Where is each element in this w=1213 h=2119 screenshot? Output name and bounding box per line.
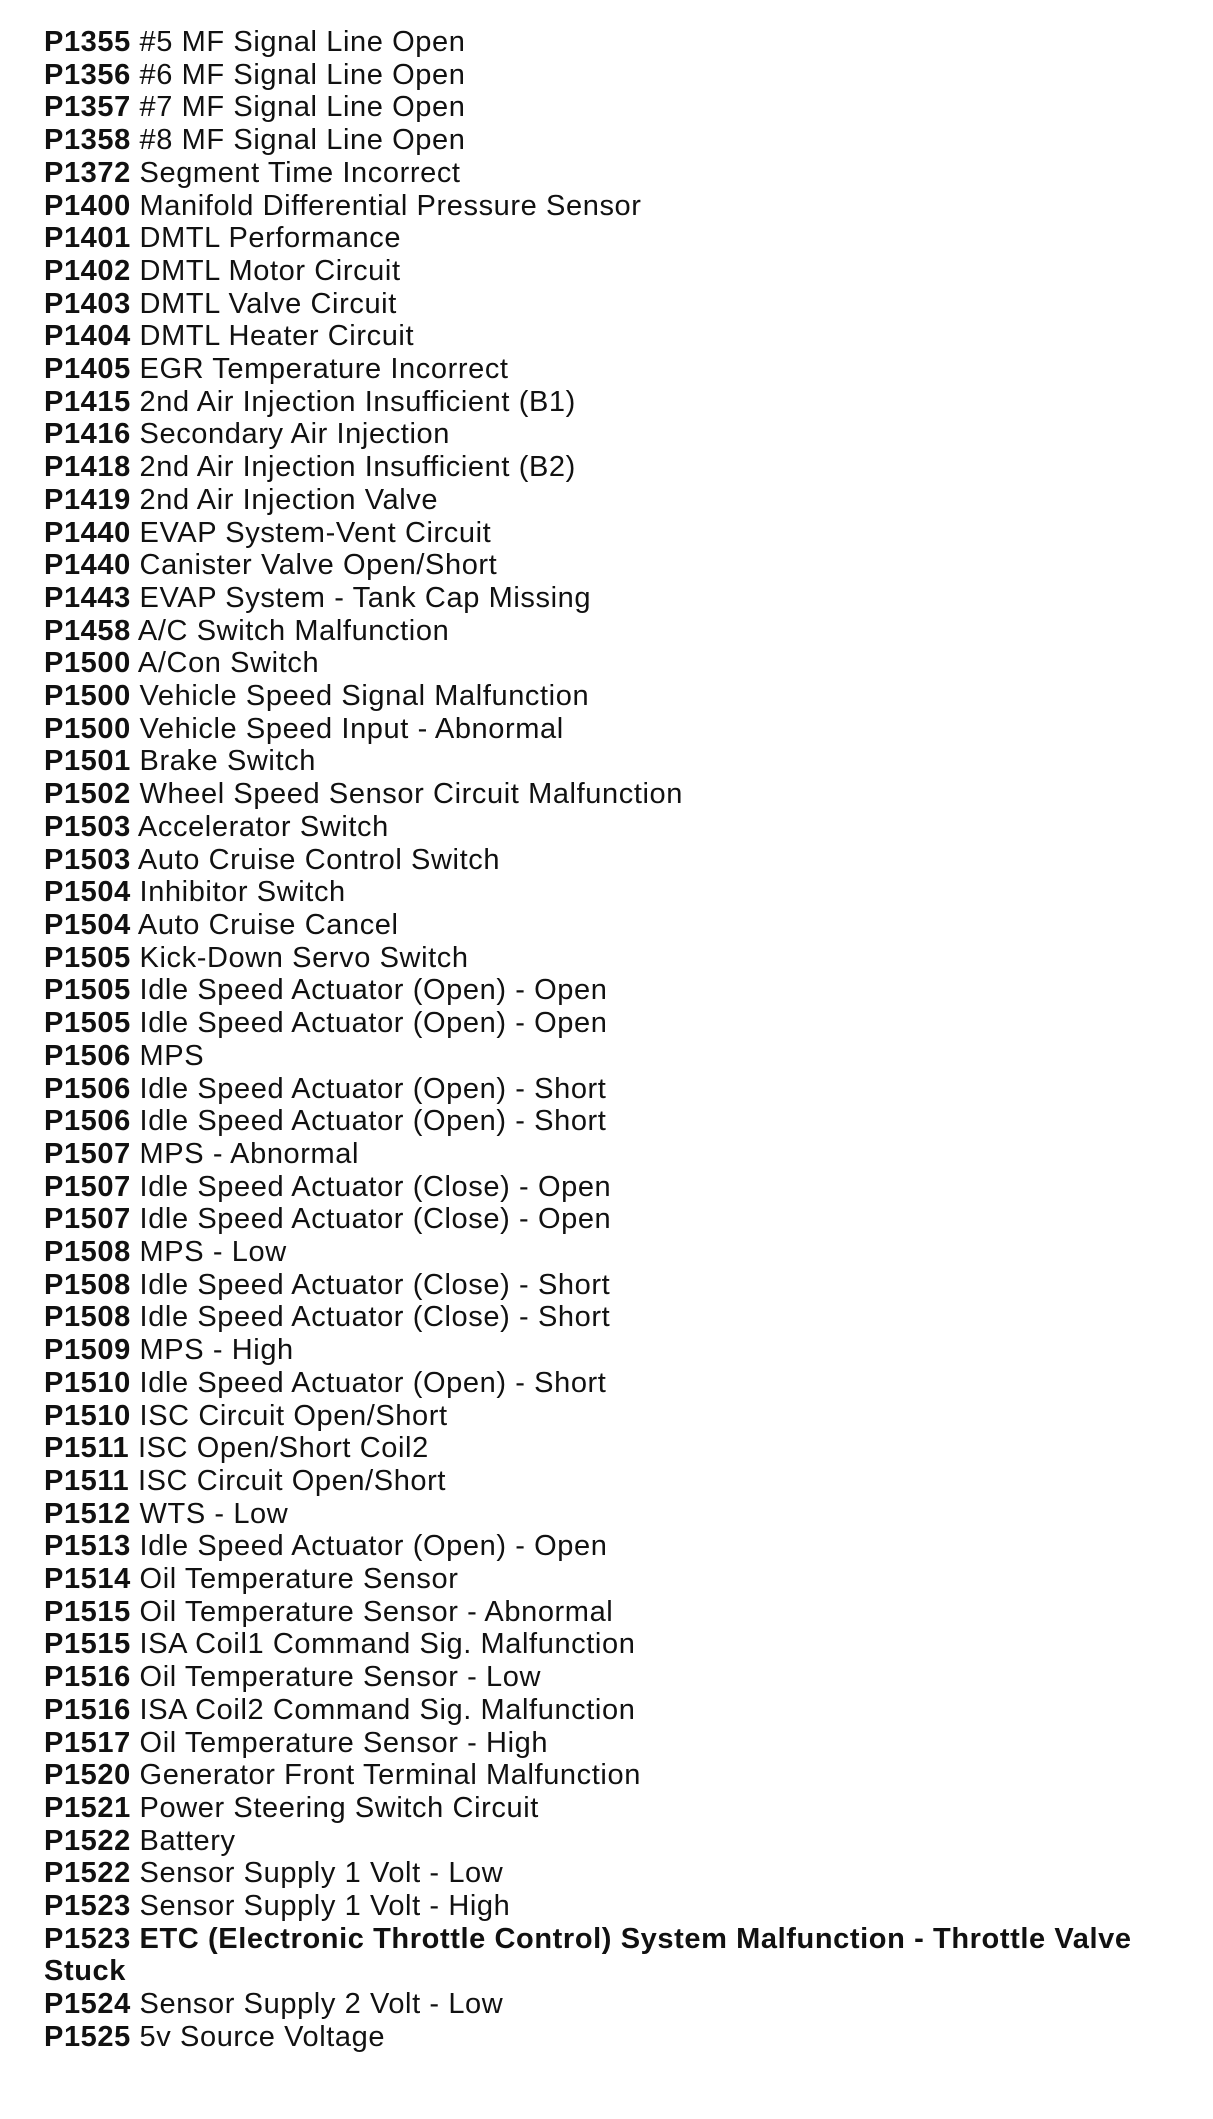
list-item xyxy=(44,1727,1194,1760)
dtc-code: P1505 xyxy=(44,974,131,1007)
dtc-description: ISC Circuit Open/Short xyxy=(139,1399,448,1432)
dtc-code: P1523 xyxy=(44,1890,131,1923)
dtc-code: P1508 xyxy=(44,1301,131,1334)
dtc-description: Inhibitor Switch xyxy=(139,876,346,909)
dtc-code: P1372 xyxy=(44,156,131,189)
dtc-code: P1522 xyxy=(44,1824,131,1857)
dtc-code: P1517 xyxy=(44,1726,131,1759)
list-item xyxy=(44,1596,1194,1629)
dtc-code: P1522 xyxy=(44,1857,131,1890)
list-item xyxy=(44,1530,1194,1563)
list-item xyxy=(44,745,1194,778)
dtc-description: Idle Speed Actuator (Open) - Short xyxy=(139,1105,607,1138)
dtc-code: P1509 xyxy=(44,1334,131,1367)
dtc-description: MPS - Abnormal xyxy=(139,1137,360,1170)
dtc-code: P1500 xyxy=(44,680,131,713)
list-item xyxy=(44,1857,1194,1890)
dtc-description: EVAP System - Tank Cap Missing xyxy=(139,581,592,614)
dtc-code: P1502 xyxy=(44,778,131,811)
dtc-description: #6 MF Signal Line Open xyxy=(139,58,466,91)
list-item xyxy=(44,1825,1194,1858)
list-item xyxy=(44,1759,1194,1792)
dtc-code: P1404 xyxy=(44,320,131,353)
list-item xyxy=(44,713,1194,746)
dtc-code: P1521 xyxy=(44,1791,131,1824)
dtc-code: P1415 xyxy=(44,385,131,418)
list-item xyxy=(44,1301,1194,1334)
dtc-description: ISA Coil2 Command Sig. Malfunction xyxy=(139,1693,636,1726)
list-item xyxy=(44,2021,1194,2054)
list-item xyxy=(44,615,1194,648)
dtc-code: P1501 xyxy=(44,745,131,778)
list-item xyxy=(44,59,1194,92)
list-item xyxy=(44,255,1194,288)
dtc-code: P1505 xyxy=(44,941,131,974)
dtc-description: Canister Valve Open/Short xyxy=(139,549,498,582)
list-item xyxy=(44,582,1194,615)
list-item xyxy=(44,1563,1194,1596)
dtc-code: P1515 xyxy=(44,1628,131,1661)
list-item xyxy=(44,157,1194,190)
dtc-description: MPS - High xyxy=(139,1334,294,1367)
list-item xyxy=(44,1792,1194,1825)
list-item xyxy=(44,1007,1194,1040)
dtc-code: P1525 xyxy=(44,2020,131,2053)
list-item xyxy=(44,1040,1194,1073)
dtc-description: Idle Speed Actuator (Close) - Open xyxy=(139,1170,612,1203)
dtc-code: P1523 xyxy=(44,1922,131,1955)
list-item xyxy=(44,1923,1194,1988)
list-item xyxy=(44,320,1194,353)
dtc-code: P1514 xyxy=(44,1563,131,1596)
dtc-code: P1511 xyxy=(44,1464,130,1497)
dtc-description: 2nd Air Injection Insufficient (B1) xyxy=(139,385,576,418)
list-item xyxy=(44,1203,1194,1236)
dtc-code: P1512 xyxy=(44,1497,131,1530)
dtc-code: P1508 xyxy=(44,1268,131,1301)
list-item xyxy=(44,386,1194,419)
dtc-code: P1402 xyxy=(44,254,131,287)
dtc-code: P1440 xyxy=(44,549,131,582)
dtc-description: Sensor Supply 1 Volt - High xyxy=(139,1890,511,1923)
dtc-description: A/Con Switch xyxy=(137,647,320,680)
dtc-description: EGR Temperature Incorrect xyxy=(139,353,509,386)
dtc-description: ISC Open/Short Coil2 xyxy=(137,1432,429,1465)
dtc-description: Kick-Down Servo Switch xyxy=(139,941,469,974)
dtc-code: P1506 xyxy=(44,1072,131,1105)
dtc-description: WTS - Low xyxy=(139,1497,289,1530)
dtc-description: Battery xyxy=(139,1824,236,1857)
dtc-code: P1524 xyxy=(44,1988,131,2021)
dtc-code: P1503 xyxy=(44,843,131,876)
list-item xyxy=(44,1628,1194,1661)
dtc-description: ISC Circuit Open/Short xyxy=(137,1464,447,1497)
dtc-description: Idle Speed Actuator (Close) - Short xyxy=(139,1268,611,1301)
dtc-description: Vehicle Speed Signal Malfunction xyxy=(139,680,590,713)
dtc-code: P1515 xyxy=(44,1595,131,1628)
list-item xyxy=(44,418,1194,451)
dtc-description: Idle Speed Actuator (Close) - Open xyxy=(139,1203,612,1236)
list-item xyxy=(44,1236,1194,1269)
dtc-code: P1504 xyxy=(44,876,131,909)
list-item xyxy=(44,1400,1194,1433)
dtc-description: Segment Time Incorrect xyxy=(139,156,461,189)
dtc-description: Idle Speed Actuator (Open) - Open xyxy=(139,974,608,1007)
list-item xyxy=(44,1890,1194,1923)
list-item xyxy=(44,942,1194,975)
dtc-description: #8 MF Signal Line Open xyxy=(139,124,466,157)
dtc-code-list xyxy=(44,26,1194,2054)
dtc-description: Sensor Supply 1 Volt - Low xyxy=(139,1857,504,1890)
list-item xyxy=(44,1694,1194,1727)
list-item xyxy=(44,91,1194,124)
list-item xyxy=(44,484,1194,517)
dtc-description: Idle Speed Actuator (Open) - Open xyxy=(139,1007,608,1040)
list-item xyxy=(44,1269,1194,1302)
dtc-description: Auto Cruise Control Switch xyxy=(137,843,501,876)
dtc-description: MPS - Low xyxy=(139,1236,287,1269)
dtc-description: Accelerator Switch xyxy=(137,810,389,843)
list-item xyxy=(44,549,1194,582)
dtc-description: DMTL Heater Circuit xyxy=(139,320,415,353)
dtc-code: P1505 xyxy=(44,1007,131,1040)
dtc-code: P1507 xyxy=(44,1170,131,1203)
list-item xyxy=(44,811,1194,844)
dtc-code: P1510 xyxy=(44,1399,131,1432)
dtc-code: P1355 xyxy=(44,26,131,58)
list-item xyxy=(44,124,1194,157)
dtc-description: Generator Front Terminal Malfunction xyxy=(139,1759,641,1792)
list-item xyxy=(44,1498,1194,1531)
dtc-code: P1440 xyxy=(44,516,131,549)
dtc-description: Secondary Air Injection xyxy=(139,418,450,451)
dtc-description: Oil Temperature Sensor - Low xyxy=(139,1661,542,1694)
dtc-code: P1520 xyxy=(44,1759,131,1792)
dtc-description: Idle Speed Actuator (Open) - Open xyxy=(139,1530,608,1563)
list-item xyxy=(44,1073,1194,1106)
dtc-code: P1500 xyxy=(44,647,131,680)
dtc-code: P1500 xyxy=(44,712,131,745)
dtc-code: P1504 xyxy=(44,908,131,941)
list-item xyxy=(44,647,1194,680)
dtc-code: P1503 xyxy=(44,810,131,843)
list-item xyxy=(44,288,1194,321)
dtc-code: P1507 xyxy=(44,1203,131,1236)
dtc-description: Idle Speed Actuator (Close) - Short xyxy=(139,1301,611,1334)
dtc-code: P1356 xyxy=(44,58,131,91)
dtc-code: P1508 xyxy=(44,1236,131,1269)
dtc-description: Sensor Supply 2 Volt - Low xyxy=(139,1988,504,2021)
list-item xyxy=(44,1432,1194,1465)
dtc-description: Brake Switch xyxy=(139,745,316,778)
list-item xyxy=(44,1661,1194,1694)
dtc-description: Idle Speed Actuator (Open) - Short xyxy=(139,1072,607,1105)
dtc-description: Power Steering Switch Circuit xyxy=(139,1791,539,1824)
dtc-code: P1507 xyxy=(44,1137,131,1170)
list-item xyxy=(44,1465,1194,1498)
dtc-description: Wheel Speed Sensor Circuit Malfunction xyxy=(139,778,683,811)
dtc-description: 2nd Air Injection Valve xyxy=(139,483,439,516)
dtc-description: 5v Source Voltage xyxy=(139,2020,386,2053)
list-item xyxy=(44,1334,1194,1367)
list-item xyxy=(44,26,1194,59)
dtc-code: P1405 xyxy=(44,353,131,386)
dtc-code: P1419 xyxy=(44,483,131,516)
list-item xyxy=(44,517,1194,550)
list-item xyxy=(44,222,1194,255)
dtc-code: P1516 xyxy=(44,1661,131,1694)
dtc-description: Auto Cruise Cancel xyxy=(137,908,399,941)
list-item xyxy=(44,974,1194,1007)
dtc-description: Vehicle Speed Input - Abnormal xyxy=(139,712,564,745)
dtc-description: DMTL Motor Circuit xyxy=(139,254,401,287)
dtc-code: P1358 xyxy=(44,124,131,157)
dtc-description: DMTL Performance xyxy=(139,222,402,255)
dtc-description: Oil Temperature Sensor xyxy=(139,1563,459,1596)
dtc-description: DMTL Valve Circuit xyxy=(139,287,397,320)
list-item xyxy=(44,909,1194,942)
dtc-code: P1400 xyxy=(44,189,131,222)
dtc-code: P1506 xyxy=(44,1105,131,1138)
dtc-code: P1516 xyxy=(44,1693,131,1726)
dtc-code: P1443 xyxy=(44,581,131,614)
dtc-code: P1513 xyxy=(44,1530,131,1563)
list-item xyxy=(44,190,1194,223)
list-item xyxy=(44,778,1194,811)
dtc-description: Manifold Differential Pressure Sensor xyxy=(139,189,642,222)
dtc-code: P1506 xyxy=(44,1039,131,1072)
dtc-description: A/C Switch Malfunction xyxy=(137,614,450,647)
dtc-code: P1458 xyxy=(44,614,131,647)
dtc-code: P1511 xyxy=(44,1432,130,1465)
list-item xyxy=(44,1171,1194,1204)
dtc-code: P1416 xyxy=(44,418,131,451)
dtc-description: #5 MF Signal Line Open xyxy=(139,26,466,58)
dtc-code: P1418 xyxy=(44,451,131,484)
list-item xyxy=(44,451,1194,484)
dtc-description: Oil Temperature Sensor - High xyxy=(139,1726,549,1759)
dtc-code: P1401 xyxy=(44,222,131,255)
list-item xyxy=(44,1105,1194,1138)
dtc-description: MPS xyxy=(139,1039,205,1072)
dtc-description: 2nd Air Injection Insufficient (B2) xyxy=(139,451,576,484)
list-item xyxy=(44,876,1194,909)
list-item xyxy=(44,1367,1194,1400)
list-item xyxy=(44,1988,1194,2021)
dtc-description: EVAP System-Vent Circuit xyxy=(139,516,492,549)
dtc-description: ISA Coil1 Command Sig. Malfunction xyxy=(139,1628,636,1661)
dtc-code: P1510 xyxy=(44,1366,131,1399)
dtc-description: Idle Speed Actuator (Open) - Short xyxy=(139,1366,607,1399)
dtc-description: Oil Temperature Sensor - Abnormal xyxy=(139,1595,614,1628)
dtc-description: ETC (Electronic Throttle Control) System Malfunction - Throttle Valve Stuck xyxy=(44,1922,1132,1988)
dtc-code: P1357 xyxy=(44,91,131,124)
list-item xyxy=(44,353,1194,386)
list-item xyxy=(44,680,1194,713)
dtc-code: P1403 xyxy=(44,287,131,320)
dtc-description: #7 MF Signal Line Open xyxy=(139,91,466,124)
list-item xyxy=(44,844,1194,877)
list-item xyxy=(44,1138,1194,1171)
